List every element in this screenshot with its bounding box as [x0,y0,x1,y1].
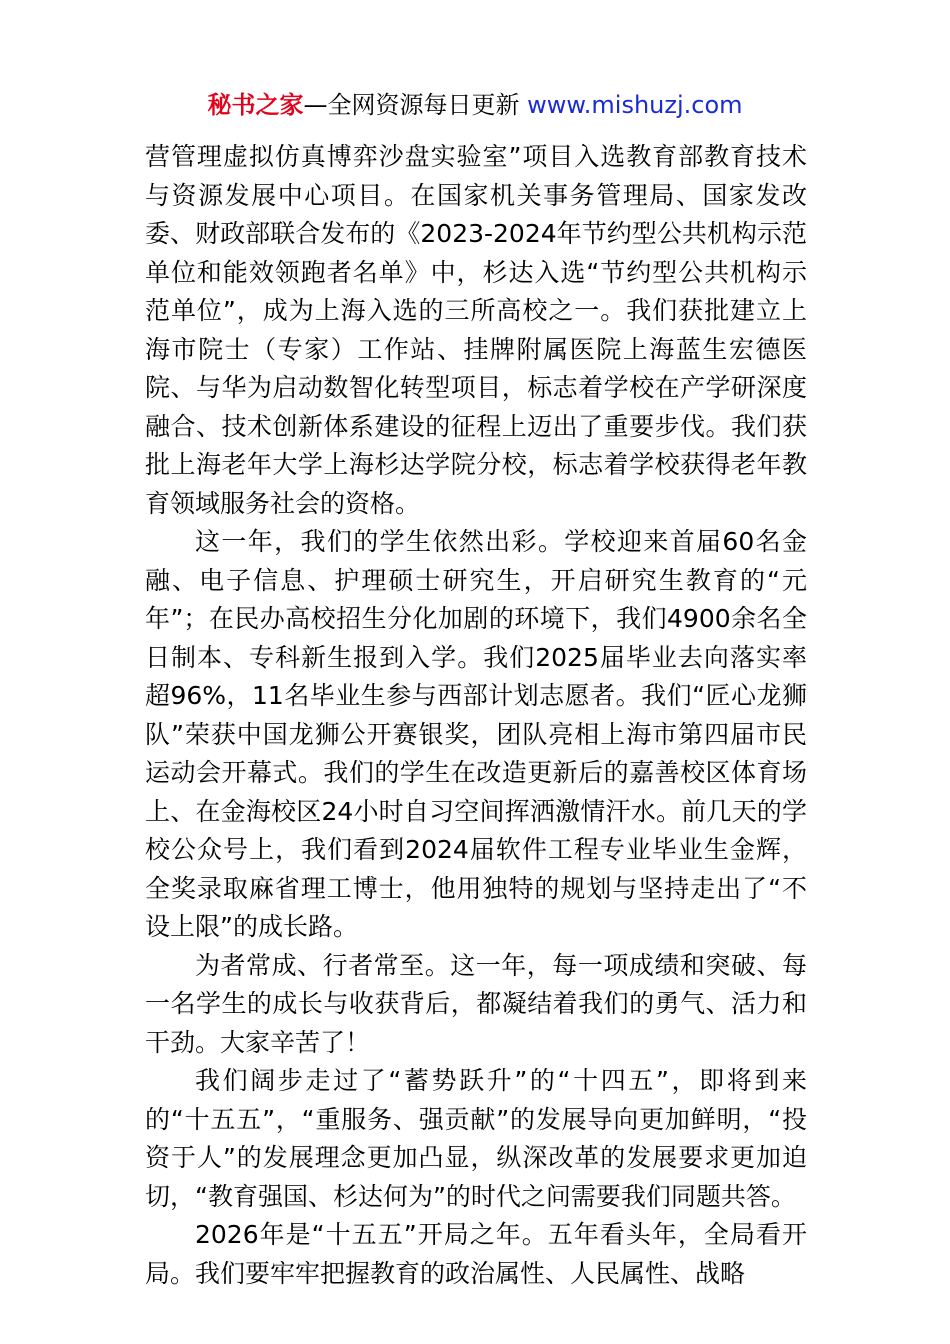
site-tagline: —全网资源每日更新 [303,91,528,119]
site-brand: 秘书之家 [207,91,304,119]
paragraph-students: 这一年，我们的学生依然出彩。学校迎来首届60名金融、电子信息、护理硕士研究生，开启研究生教育的“元年”；在民办高校招生分化加剧的环境下，我们4900余名全日制本、专科新生报到入学。我们2025届毕业去向落实率超96%，11名毕业生参与西部计划志愿者。我们“匠心龙狮队”荣获中国龙狮公开赛银奖，团队亮相上海市第四届市民运动会开幕式。我们的学生在改造更新后的嘉善校区体育场上、在金海校区24小时自习空间挥洒激情汗水。前几天的学校公众号上，我们看到2024届软件工程专业毕业生金辉，全奖录取麻省理工博士，他用独特的规划与坚持走出了“不设上限”的成长路。 [145,527,807,941]
paragraph-2026: 2026年是“十五五”开局之年。五年看头年，全局看开局。我们要牢牢把握教育的政治属性、人民属性、战略 [145,1220,807,1288]
paragraph-fifteenth-plan: 我们阔步走过了“蓄势跃升”的“十四五”，即将到来的“十五五”，“重服务、强贡献”的发展导向更加鲜明，“投资于人”的发展理念更加凸显，纵深改革的发展要求更加迫切，“教育强国、杉达何为”的时代之问需要我们同题共答。 [145,1066,807,1211]
paragraph-continued: 营管理虚拟仿真博弈沙盘实验室”项目入选教育部教育技术与资源发展中心项目。在国家机关事务管理局、国家发改委、财政部联合发布的《2023-2024年节约型公共机构示范单位和能效领跑者名单》中，杉达入选“节约型公共机构示范单位”，成为上海入选的三所高校之一。我们获批建立上海市院士（专家）工作站、挂牌附属医院上海蓝生宏德医院、与华为启动数智化转型项目，标志着学校在产学研深度融合、技术创新体系建设的征程上迈出了重要步伐。我们获批上海老年大学上海杉达学院分校，标志着学校获得老年教育领域服务社会的资格。 [145,142,807,518]
document-body [145,138,807,1293]
paragraph-thanks: 为者常成、行者常至。这一年，每一项成绩和突破、每一名学生的成长与收获背后，都凝结着我们的勇气、活力和干劲。大家辛苦了！ [145,950,807,1057]
site-url-link[interactable]: www.mishuzj.com [527,91,743,119]
site-header [0,88,950,122]
